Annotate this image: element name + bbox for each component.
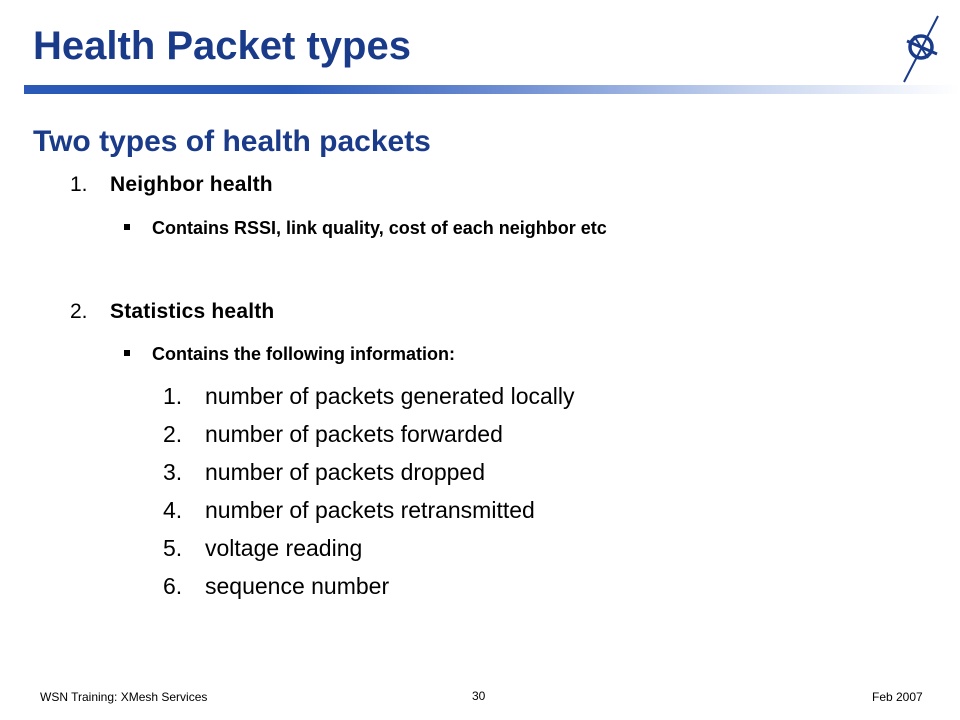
sub-list-item [163, 420, 503, 448]
sub-list-item-number: 6. [163, 573, 183, 599]
bullet-item-statistics-details [124, 343, 455, 365]
sub-list-item-text: number of packets generated locally [205, 383, 575, 409]
list-item-label: Statistics health [110, 300, 275, 323]
title-underline-bar [24, 85, 960, 94]
sub-list-item [163, 534, 362, 562]
sub-list-item [163, 496, 535, 524]
list-item-neighbor-health [70, 172, 273, 198]
compass-globe-logo-icon [896, 14, 944, 84]
list-item-number: 2. [70, 300, 88, 323]
square-bullet-icon [124, 224, 130, 230]
sub-list-item-text: number of packets forwarded [205, 421, 503, 447]
bullet-text: Contains the following information: [152, 344, 455, 364]
sub-list-item-text: number of packets retransmitted [205, 497, 535, 523]
sub-list-item-number: 1. [163, 383, 183, 409]
list-item-number: 1. [70, 173, 88, 196]
section-heading: Two types of health packets [33, 125, 431, 158]
slide-title: Health Packet types [33, 24, 411, 68]
footer-course-title: WSN Training: XMesh Services [40, 690, 208, 704]
sub-list-item-text: number of packets dropped [205, 459, 486, 485]
footer-page-number: 30 [472, 689, 486, 703]
list-item-statistics-health [70, 299, 274, 325]
sub-list-item-text: sequence number [205, 573, 390, 599]
sub-list-item-number: 4. [163, 497, 183, 523]
sub-list-item-number: 3. [163, 459, 183, 485]
sub-list-item [163, 572, 389, 600]
sub-list-item-number: 5. [163, 535, 183, 561]
square-bullet-icon [124, 350, 130, 356]
sub-list-item [163, 458, 485, 486]
sub-list-item-number: 2. [163, 421, 183, 447]
sub-list-item [163, 382, 575, 410]
list-item-label: Neighbor health [110, 173, 273, 196]
bullet-text: Contains RSSI, link quality, cost of each neighbor etc [152, 218, 607, 238]
footer-date: Feb 2007 [872, 690, 923, 704]
sub-list-item-text: voltage reading [205, 535, 363, 561]
bullet-item-neighbor-details [124, 217, 607, 239]
